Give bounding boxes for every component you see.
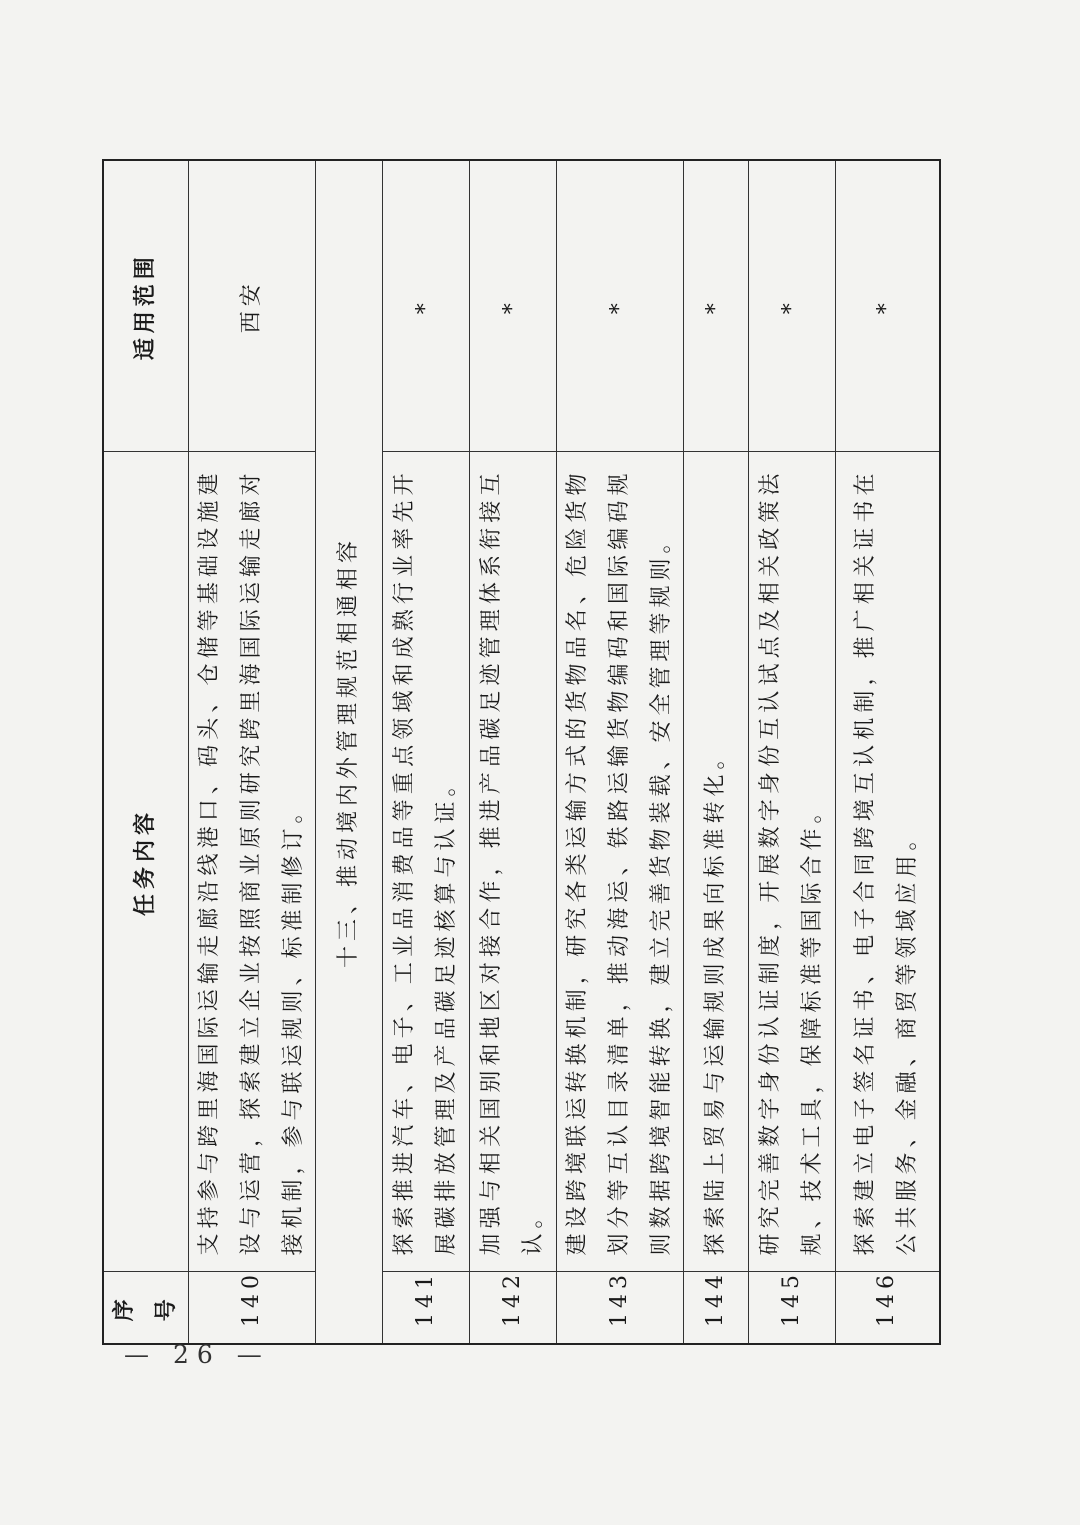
row-scope: *	[470, 160, 557, 452]
row-scope: *	[557, 160, 684, 452]
table-row	[470, 160, 557, 1344]
table-row	[749, 160, 836, 1344]
table-row	[383, 160, 470, 1344]
header-task: 任务内容	[103, 452, 189, 1272]
row-scope: 西安	[189, 160, 316, 452]
table-header-row	[103, 160, 189, 1344]
table-row	[189, 160, 316, 1344]
row-task: 支持参与跨里海国际运输走廊沿线港口、码头、仓储等基础设施建设与运营，探索建立企业按照商业原则研究跨里海国际运输走廊对接机制，参与联运规则、标准制修订。	[189, 452, 316, 1272]
row-scope: *	[383, 160, 470, 452]
row-index: 144	[684, 1272, 749, 1344]
row-scope: *	[836, 160, 940, 452]
table-row	[557, 160, 684, 1344]
table-row	[836, 160, 940, 1344]
page-number: — 26 —	[124, 1340, 270, 1369]
row-index: 145	[749, 1272, 836, 1344]
section-heading: 十三、推动境内外管理规范相通相容	[316, 160, 383, 1344]
row-index: 146	[836, 1272, 940, 1344]
row-task: 建设跨境联运转换机制，研究各类运输方式的货物品名、危险货物划分等互认目录清单，推动海运、铁路运输货物编码和国际编码规则数据跨境智能转换，建立完善货物装载、安全管理等规则。	[557, 452, 684, 1272]
header-index: 序号	[103, 1272, 189, 1344]
row-task: 加强与相关国别和地区对接合作，推进产品碳足迹管理体系衔接互认。	[470, 452, 557, 1272]
task-table	[102, 159, 941, 1345]
row-index: 142	[470, 1272, 557, 1344]
row-task: 研究完善数字身份认证制度，开展数字身份互认试点及相关政策法规、技术工具，保障标准等国际合作。	[749, 452, 836, 1272]
header-scope: 适用范围	[103, 160, 189, 452]
row-scope: *	[749, 160, 836, 452]
row-task: 探索建立电子签名证书、电子合同跨境互认机制，推广相关证书在公共服务、金融、商贸等领域应用。	[836, 452, 940, 1272]
section-heading-row	[316, 160, 383, 1344]
row-task: 探索陆上贸易与运输规则成果向标准转化。	[684, 452, 749, 1272]
rotated-page-content	[102, 161, 921, 1345]
row-task: 探索推进汽车、电子、工业品消费品等重点领域和成熟行业率先开展碳排放管理及产品碳足迹核算与认证。	[383, 452, 470, 1272]
row-index: 140	[189, 1272, 316, 1344]
row-scope: *	[684, 160, 749, 452]
row-index: 143	[557, 1272, 684, 1344]
row-index: 141	[383, 1272, 470, 1344]
table-row	[684, 160, 749, 1344]
